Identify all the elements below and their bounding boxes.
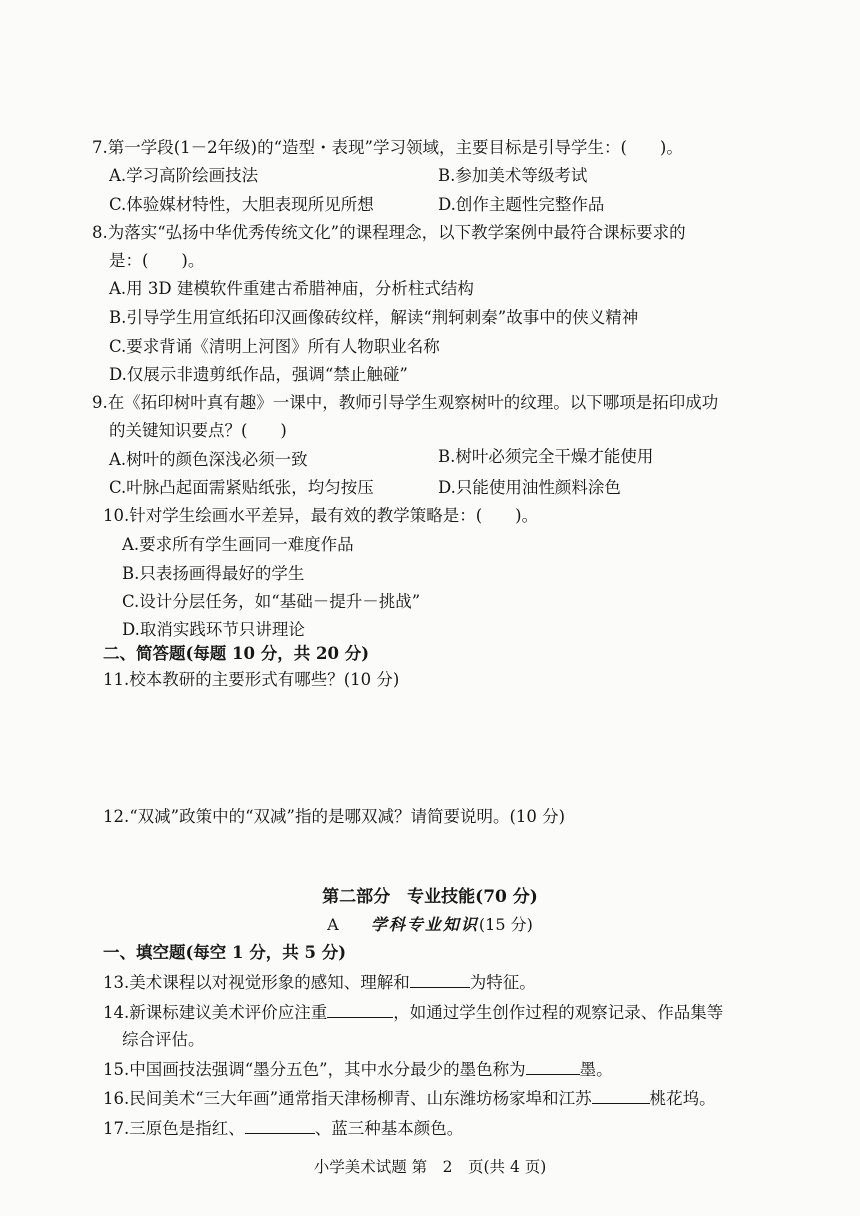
q9-stem-line1: 9.在《拓印树叶真有趣》一课中，教师引导学生观察树叶的纹理。以下哪项是拓印成功 (92, 393, 719, 412)
part-a-name: 学科专业知识 (370, 915, 479, 934)
q15-blank[interactable] (526, 1058, 580, 1075)
q17-text-after: 、蓝三种基本颜色。 (314, 1119, 464, 1138)
q9-option-b: B.树叶必须完全干燥才能使用 (438, 447, 654, 466)
q8-option-c: C.要求背诵《清明上河图》所有人物职业名称 (109, 337, 440, 356)
part-a-title (0, 914, 860, 936)
q13-text-after: 为特征。 (469, 973, 536, 992)
q13-text-before: 13.美术课程以对视觉形象的感知、理解和 (103, 973, 410, 992)
q8-option-a: A.用 3D 建模软件重建古希腊神庙，分析柱式结构 (109, 279, 474, 298)
q11-stem: 11.校本教研的主要形式有哪些？(10 分) (103, 670, 400, 689)
q12-stem: 12.“双减”政策中的“双减”指的是哪双减？请简要说明。(10 分) (103, 807, 566, 826)
q14 (103, 1001, 723, 1024)
q16-blank[interactable] (592, 1087, 650, 1104)
part-a-score: (15 分) (478, 915, 533, 934)
q16-text-before: 16.民间美术“三大年画”通常指天津杨柳青、山东潍坊杨家埠和江苏 (103, 1089, 592, 1108)
part2-title: 第二部分 专业技能(70 分) (322, 887, 538, 907)
page-footer: 小学美术试题 第 2 页(共 4 页) (313, 1158, 547, 1176)
q7-stem: 7.第一学段(1－2年级)的“造型・表现”学习领域，主要目标是引导学生：( )。 (92, 138, 683, 157)
q8-option-b: B.引导学生用宣纸拓印汉画像砖纹样，解读“荆轲刺秦”故事中的侠义精神 (109, 308, 639, 327)
q9-stem-line2: 的关键知识要点？( ) (109, 421, 287, 440)
q16 (103, 1087, 716, 1110)
q7-option-b: B.参加美术等级考试 (438, 166, 588, 185)
q9-option-c: C.叶脉凸起面需紧贴纸张，均匀按压 (109, 478, 374, 497)
q15-text-before: 15.中国画技法强调“墨分五色”，其中水分最少的墨色称为 (103, 1060, 526, 1079)
q15-text-after: 墨。 (579, 1060, 613, 1079)
q15 (103, 1058, 613, 1081)
q14-line2: 综合评估。 (122, 1030, 205, 1049)
short-answer-section-heading: 二、简答题(每题 10 分，共 20 分) (103, 644, 370, 663)
q17-blank[interactable] (245, 1117, 315, 1134)
q10-option-d: D.取消实践环节只讲理论 (122, 620, 305, 639)
q10-option-c: C.设计分层任务，如“基础－提升－挑战” (122, 592, 421, 611)
q14-blank[interactable] (327, 1001, 393, 1018)
q8-stem-line1: 8.为落实“弘扬中华优秀传统文化”的课程理念，以下教学案例中最符合课标要求的 (92, 223, 686, 242)
q7-option-a: A.学习高阶绘画技法 (109, 166, 259, 185)
q7-option-c: C.体验媒材特性，大胆表现所见所想 (109, 195, 374, 214)
q17 (103, 1117, 463, 1140)
q14-text-after: ，如通过学生创作过程的观察记录、作品集等 (393, 1003, 724, 1022)
q10-option-b: B.只表扬画得最好的学生 (122, 564, 305, 583)
q10-stem: 10.针对学生绘画水平差异，最有效的教学策略是：( )。 (103, 506, 539, 525)
q17-text-before: 17.三原色是指红、 (103, 1119, 245, 1138)
fill-blank-section-heading: 一、填空题(每空 1 分，共 5 分) (103, 943, 347, 962)
q8-option-d: D.仅展示非遗剪纸作品，强调“禁止触碰” (109, 365, 408, 384)
q13-blank[interactable] (410, 971, 470, 988)
q7-option-d: D.创作主题性完整作品 (438, 195, 605, 214)
q13 (103, 971, 536, 994)
q9-option-d: D.只能使用油性颜料涂色 (438, 478, 621, 497)
q8-stem-line2: 是：( )。 (109, 251, 205, 270)
part-a-letter: A (327, 915, 339, 934)
q14-text-before: 14.新课标建议美术评价应注重 (103, 1003, 328, 1022)
q10-option-a: A.要求所有学生画同一难度作品 (122, 535, 354, 554)
q9-option-a: A.树叶的颜色深浅必须一致 (109, 450, 308, 469)
q16-text-after: 桃花坞。 (649, 1089, 716, 1108)
